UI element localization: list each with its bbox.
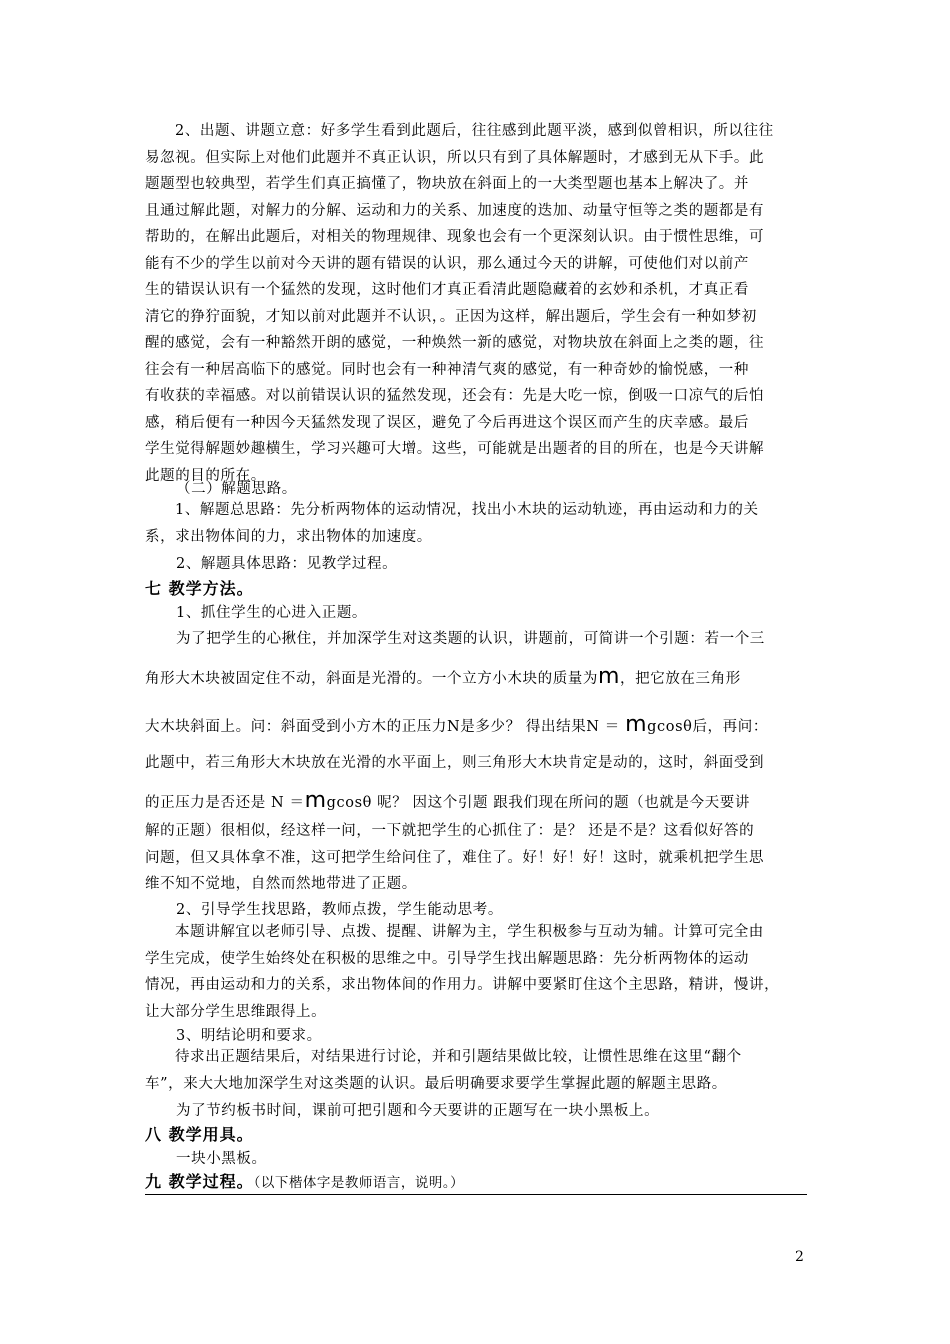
- text-span: 的正压力是否还是 N ＝: [145, 795, 305, 811]
- section-heading-process: [145, 1169, 464, 1192]
- section-heading-tools: 八 教学用具。: [145, 1125, 254, 1144]
- text-line: 学生觉得解题妙趣横生，学习兴趣可大增。这些，可能就是出题者的目的所在，也是今天讲解: [145, 441, 765, 457]
- text-line: 能有不少的学生以前对今天讲的题有错误的认识，那么通过今天的讲解，可使他们对以前产: [145, 255, 749, 272]
- text-span: 角形大木块被固定住不动，斜面是光滑的。一个立方小木块的质量为: [145, 671, 598, 687]
- text-line: 待求出正题结果后，对结果进行讨论，并和引题结果做比较，让惯性思维在这里“翻个: [175, 1049, 742, 1065]
- divider-line: [145, 1194, 807, 1195]
- mass-symbol: m: [598, 664, 621, 689]
- text-span: gcosθ 呢？ 因这个引题 跟我们现在所问的题（也就是今天要讲: [326, 795, 750, 811]
- text-line: 2、引导学生找思路，教师点拨，学生能动思考。: [176, 902, 503, 918]
- text-line: 1、抓住学生的心进入正题。: [176, 605, 368, 621]
- text-line: 1、解题总思路：先分析两物体的运动情况，找出小木块的运动轨迹，再由运动和力的关: [175, 502, 759, 518]
- text-line: 3、明结论明和要求。: [176, 1028, 322, 1044]
- text-span: 大木块斜面上。问：斜面受到小方木的正压力N是多少？ 得出结果N ＝: [145, 719, 626, 735]
- text-line: [145, 788, 750, 813]
- guidance-paragraph: [145, 919, 809, 1025]
- text-line: 2、解题具体思路：见教学过程。: [176, 556, 398, 572]
- purpose-paragraph: [145, 118, 809, 489]
- section-heading-methods: 七 教学方法。: [145, 579, 254, 598]
- text-line: 有收获的幸福感。对以前错误认识的猛然发现，还会有：先是大吃一惊，倒吸一口凉气的后怕: [145, 388, 765, 404]
- text-line: 让大部分学生思维跟得上。: [145, 1003, 327, 1020]
- text-line: 此题的目的所在。: [145, 467, 266, 484]
- mass-symbol: m: [304, 788, 327, 813]
- text-line: 本题讲解宜以老师引导、点拨、提醒、讲解为主，学生积极参与互动为辅。计算可完全由: [175, 924, 764, 940]
- text-line: 易忽视。但实际上对他们此题并不真正认识，所以只有到了具体解题时，才感到无从下手。此: [145, 149, 765, 166]
- mass-symbol: m: [625, 712, 648, 737]
- subsection-heading: （二）解题思路。: [176, 481, 297, 497]
- text-line: 为了节约板书时间，课前可把引题和今天要讲的正题写在一块小黑板上。: [176, 1103, 660, 1119]
- page-number: 2: [795, 1249, 804, 1265]
- hook-paragraph: [145, 818, 809, 898]
- text-line: 往会有一种居高临下的感觉。同时也会有一种神清气爽的感觉，有一种奇妙的愉悦感，一种: [145, 361, 749, 378]
- heading-note: （以下楷体字是教师语言，说明。）: [253, 1175, 465, 1191]
- text-line: 解的正题）很相似，经这样一问，一下就把学生的心抓住了：是？ 还是不是？这看似好答的: [145, 823, 755, 839]
- text-line: 问题，但又具体拿不准，这可把学生给问住了，难住了。好！好！好！这时，就乘机把学生思: [145, 849, 765, 866]
- heading-text: 九 教学过程。: [145, 1172, 254, 1191]
- text-line: 题题型也较典型，若学生们真正搞懂了，物块放在斜面上的一大类型题也基本上解决了。并: [145, 176, 749, 192]
- text-line: 系，求出物体间的力，求出物体的加速度。: [145, 528, 432, 545]
- text-line: 清它的狰狞面貌，才知以前对此题并不认识，。正因为这样，解出题后，学生会有一种如梦初: [145, 308, 757, 325]
- text-line: 感，稍后便有一种因今天猛然发现了误区，避免了今后再进这个误区而产生的庆幸感。最后: [145, 414, 749, 431]
- text-span: ，把它放在三角形: [620, 671, 741, 687]
- text-line: 2、出题、讲题立意：好多学生看到此题后，往往感到此题平淡，感到似曾相识，所以往往: [175, 123, 774, 139]
- approach-paragraph: [145, 497, 809, 550]
- text-line: 一块小黑板。: [176, 1151, 267, 1167]
- text-line: 情况，再由运动和力的关系，求出物体间的作用力。讲解中要紧盯住这个主思路，精讲，慢讲，: [145, 977, 780, 993]
- text-line: 且通过解此题，对解力的分解、运动和力的关系、加速度的迭加、动量守恒等之类的题都是有: [145, 202, 765, 219]
- text-line: 为了把学生的心揪住，并加深学生对这类题的认识，讲题前，可简讲一个引题：若一个三: [176, 631, 765, 647]
- text-line: 车”，来大大地加深学生对这类题的认识。最后明确要求要学生掌握此题的解题主思路。: [145, 1075, 727, 1092]
- text-line: 生的错误认识有一个猛然的发现，这时他们才真正看清此题隐藏着的玄妙和杀机，才真正看: [145, 282, 749, 298]
- text-line: 帮助的，在解出此题后，对相关的物理规律、现象也会有一个更深刻认识。由于惯性思维，可: [145, 229, 765, 245]
- text-line: 此题中，若三角形大木块放在光滑的水平面上，则三角形大木块肯定是动的，这时，斜面受到: [145, 755, 765, 771]
- text-line: [145, 712, 768, 737]
- text-line: 维不知不觉地，自然而然地带进了正题。: [145, 876, 417, 892]
- text-line: 醒的感觉，会有一种豁然开朗的感觉，一种焕然一新的感觉，对物块放在斜面上之类的题，往: [145, 335, 765, 351]
- conclusion-paragraph: [145, 1044, 809, 1097]
- text-line: [145, 664, 741, 689]
- text-line: 学生完成，使学生始终处在积极的思维之中。引导学生找出解题思路：先分析两物体的运动: [145, 950, 749, 967]
- text-span: gcosθ后，再问：: [647, 719, 768, 735]
